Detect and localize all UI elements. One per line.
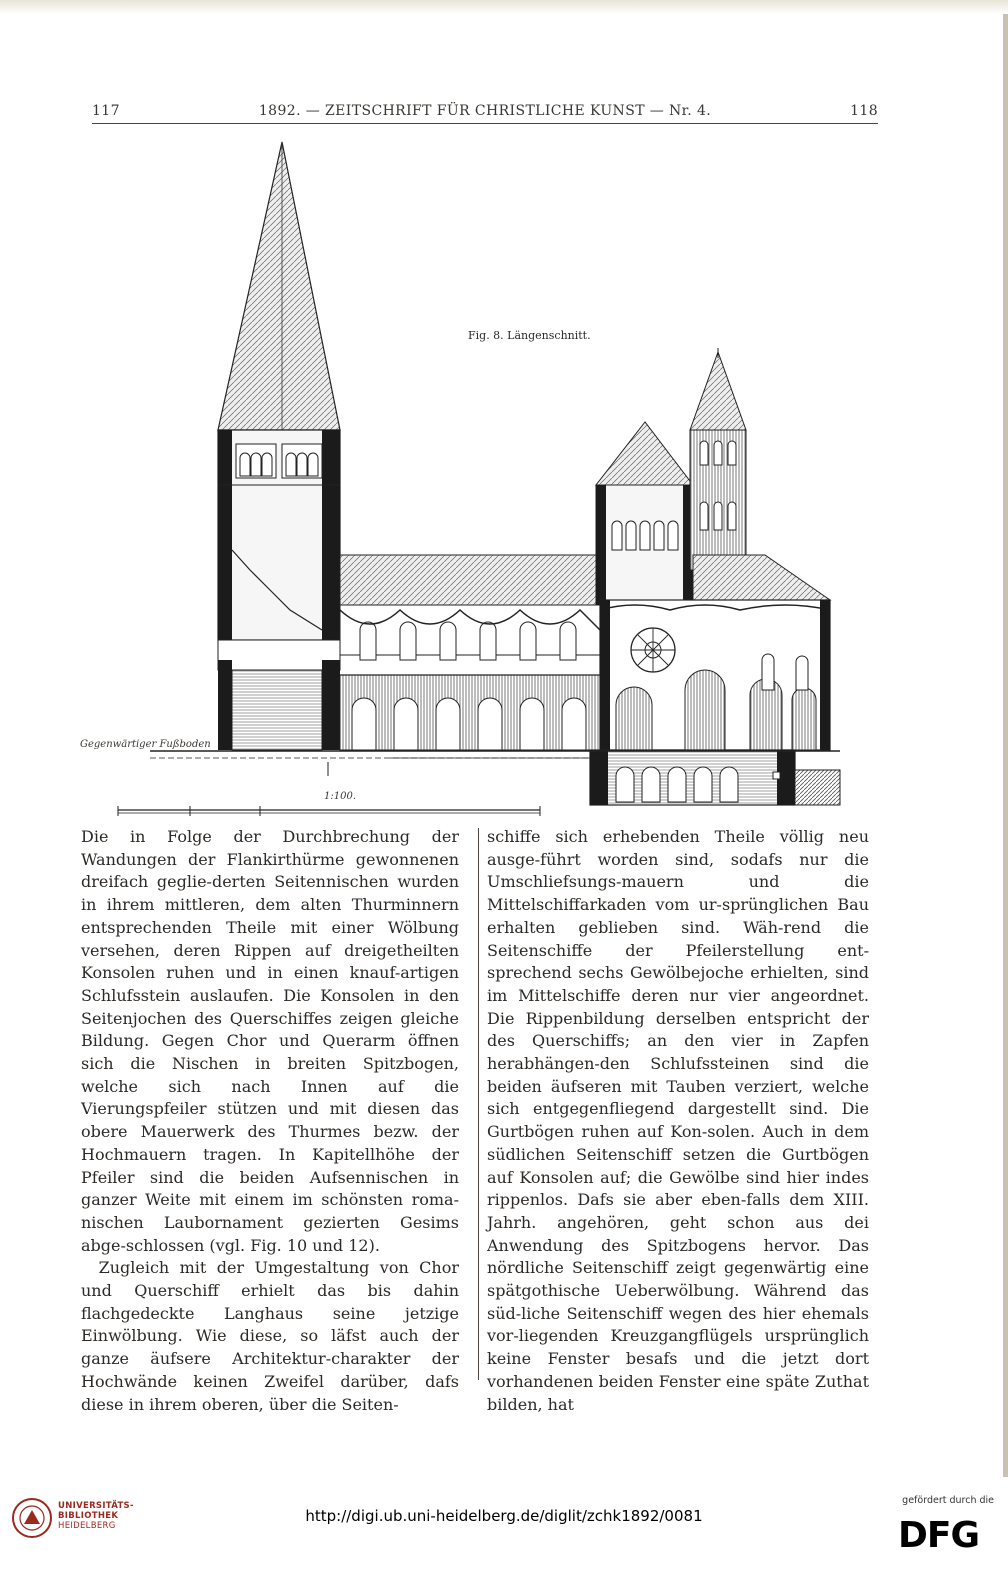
- permalink-url[interactable]: http://digi.ub.uni-heidelberg.de/diglit/zchk1892/0081: [305, 1507, 703, 1525]
- left-paragraph-2: Zugleich mit der Umgestaltung von Chor und Querschiff erhielt das bis dahin flachgedeckte Langhaus seine jetzige Einwölbung. Wie diese, so läfst auch der ganze äufsere Architektur-charakter der Hochwände keinen Zweifel darüber, dafs diese in ihrem oberen, über die Seiten-: [81, 1258, 459, 1414]
- page-number-left: 117: [92, 103, 120, 119]
- column-divider: [478, 828, 479, 1380]
- library-name-line-2: BIBLIOTHEK: [58, 1511, 119, 1521]
- left-text-column: [81, 826, 459, 1416]
- dfg-logo-icon: [898, 1515, 994, 1551]
- floor-level-label: Gegenwärtiger Fußboden: [80, 739, 211, 750]
- left-paragraph-1: Die in Folge der Durchbrechung der Wandungen der Flankirthürme gewonnenen dreifach geglie-derten Seitennischen wurden in ihrem mittleren, dem alten Thurminnern entsprechenden Theile mit einer Wölbung versehen, deren Rippen auf dreigetheilten Konsolen ruhen und in einen knauf-artigen Schlufsstein auslaufen. Die Konsolen in den Seitenjochen des Querschiffes zeigen gleiche Bildung. Gegen Chor und Querarm öffnen sich die Nischen in breiten Spitzbogen, welche sich nach Innen auf die Vierungspfeiler stützen und mit diesen das obere Mauerwerk des Thurmes bezw. der Hochmauern tragen. In Kapitellhöhe der Pfeiler sind die beiden Aufsennischen in ganzer Weite mit einem im schönsten roma-nischen Laubornament gezierten Gesims abge-schlossen (vgl. Fig. 10 und 12).: [81, 827, 459, 1255]
- dfg-logo-text: DFG: [898, 1515, 980, 1551]
- right-text-column: [487, 826, 869, 1416]
- church-section-drawing: [60, 130, 880, 820]
- page-number-right: 118: [850, 103, 878, 119]
- funding-note: gefördert durch die: [902, 1495, 994, 1506]
- header-rule: [92, 123, 878, 124]
- page-edge: [0, 0, 1008, 14]
- library-name-line-1: UNIVERSITÄTS-: [58, 1501, 134, 1511]
- digitization-footer: [0, 1477, 1008, 1570]
- library-name-line-3: HEIDELBERG: [58, 1521, 116, 1531]
- running-head: [92, 103, 878, 125]
- right-paragraph-1: schiffe sich erhebenden Theile völlig neu ausge-führt worden sind, sodafs nur die Umschliefsungs-mauern und die Mittelschiffarkaden vom ur-sprünglichen Bau erhalten geblieben sind. Wäh-rend die Seitenschiffe der Pfeilerstellung ent-sprechend sechs Gewölbejoche erhielten, sind im Mittelschiffe deren nur vier angeordnet. Die Rippenbildung derselben entspricht der des Querschiffs; an den vier in Zapfen herabhängen-den Schlufssteinen sind die beiden äufseren mit Tauben verziert, welche sich entgegenfliegend dargestellt sind. Die Gurtbögen ruhen auf Kon-solen. Auch in dem südlichen Seitenschiff setzen die Gurtbögen auf Konsolen auf; die Gewölbe sind hier indes rippenlos. Dafs sie aber eben-falls dem XIII. Jahrh. angehören, geht schon aus dei Anwendung des Spitzbogens hervor. Das nördliche Seitenschiff zeigt gegenwärtig eine spätgothische Ueberwölbung. Während das süd-liche Seitenschiff wegen des hier ehemals vor-liegenden Kreuzgangflügels ursprünglich keine Fenster besafs und die jetzt dort vorhandenen beiden Fenster eine späte Zuthat bilden, hat: [487, 827, 869, 1414]
- journal-title: 1892. — ZEITSCHRIFT FÜR CHRISTLICHE KUNST — Nr. 4.: [258, 103, 712, 119]
- figure-caption: Fig. 8. Längenschnitt.: [468, 329, 591, 342]
- scale-label: 1:100.: [324, 791, 356, 802]
- longitudinal-section-figure: [60, 130, 880, 820]
